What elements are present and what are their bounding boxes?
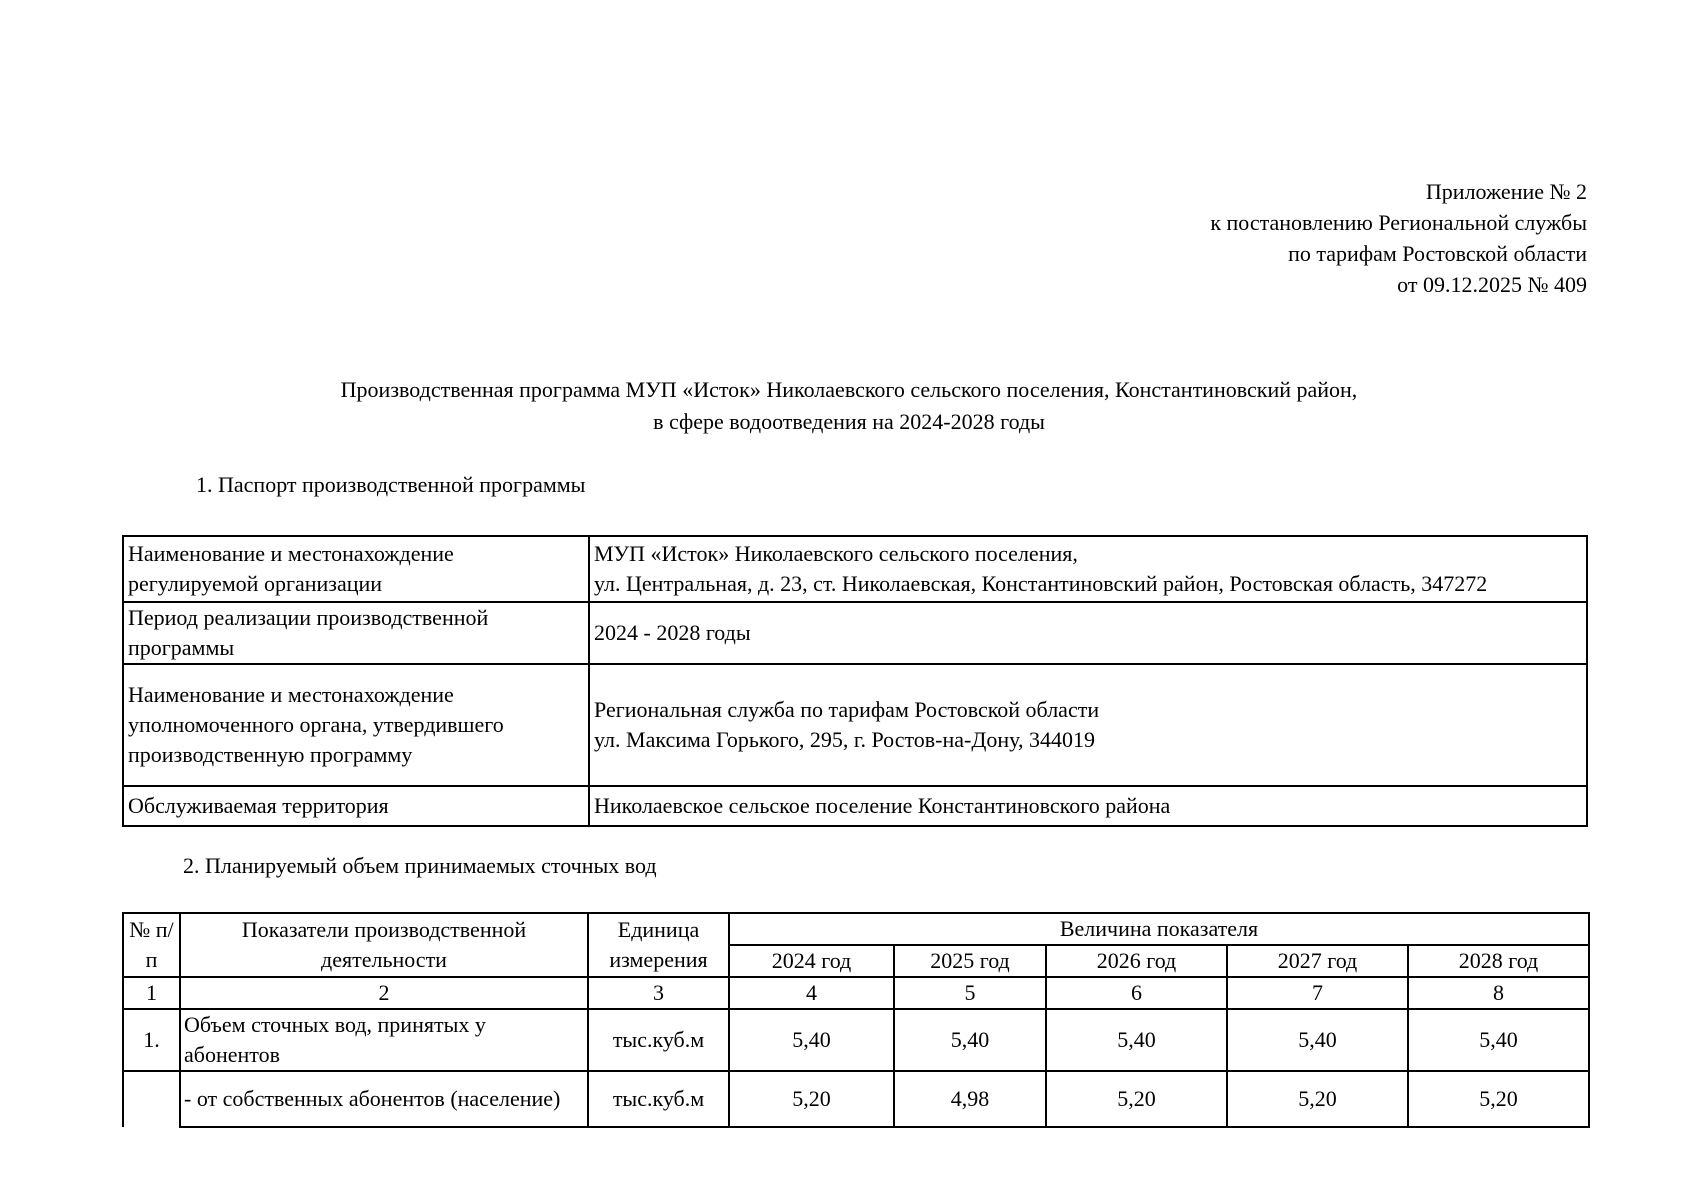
row-value: 5,20 [1408, 1071, 1589, 1127]
header-indicator: Показатели производственной деятельности [180, 913, 588, 977]
header-year: 2025 год [894, 945, 1046, 977]
appendix-block [1210, 176, 1587, 300]
passport-value-line: ул. Центральная, д. 23, ст. Николаевская, Константиновский район, Ростовская область, 347272 [594, 571, 1488, 596]
volume-table [122, 912, 1590, 1128]
header-value-group: Величина показателя [729, 913, 1589, 945]
passport-value [589, 664, 1587, 786]
passport-row [123, 536, 1587, 602]
row-value: 4,98 [894, 1071, 1046, 1127]
row-value: 5,20 [1227, 1071, 1408, 1127]
passport-value-line: Региональная служба по тарифам Ростовской области [594, 697, 1100, 722]
col-number: 3 [588, 977, 729, 1009]
passport-value-line: Николаевское сельское поселение Константиновского района [594, 793, 1171, 818]
passport-label: Обслуживаемая территория [123, 786, 589, 826]
passport-value-line: МУП «Исток» Николаевского сельского поселения, [594, 541, 1078, 566]
appendix-line: по тарифам Ростовской области [1288, 241, 1587, 266]
row-value: 5,40 [1408, 1009, 1589, 1071]
header-year: 2028 год [1408, 945, 1589, 977]
row-unit: тыс.куб.м [588, 1071, 729, 1127]
header-year: 2024 год [729, 945, 894, 977]
row-indicator: - от собственных абонентов (население) [180, 1071, 588, 1127]
passport-row [123, 664, 1587, 786]
passport-label: Наименование и местонахождение регулируемой организации [123, 536, 589, 602]
col-number: 6 [1046, 977, 1227, 1009]
row-num [123, 1071, 180, 1127]
header-year: 2027 год [1227, 945, 1408, 977]
row-value: 5,40 [729, 1009, 894, 1071]
section-heading-passport: 1. Паспорт производственной программы [196, 472, 586, 497]
passport-value-line: ул. Максима Горького, 295, г. Ростов-на-Дону, 344019 [594, 727, 1095, 752]
appendix-line: от 09.12.2025 № 409 [1397, 272, 1587, 297]
table-row [123, 1071, 1589, 1127]
header-unit: Единица измерения [588, 913, 729, 977]
passport-table [122, 535, 1588, 827]
passport-value [589, 786, 1587, 826]
row-value: 5,20 [1046, 1071, 1227, 1127]
title-line: в сфере водоотведения на 2024-2028 годы [653, 409, 1045, 434]
row-value: 5,40 [1227, 1009, 1408, 1071]
row-indicator: Объем сточных вод, принятых у абонентов [180, 1009, 588, 1071]
col-number: 7 [1227, 977, 1408, 1009]
col-number: 1 [123, 977, 180, 1009]
col-number: 2 [180, 977, 588, 1009]
title-line: Производственная программа МУП «Исток» Николаевского сельского поселения, Константиновский район, [340, 377, 1358, 402]
passport-row [123, 786, 1587, 826]
passport-value-line: 2024 - 2028 годы [594, 620, 751, 645]
passport-value [589, 536, 1587, 602]
col-number: 5 [894, 977, 1046, 1009]
col-number: 8 [1408, 977, 1589, 1009]
passport-row [123, 602, 1587, 664]
header-year: 2026 год [1046, 945, 1227, 977]
row-value: 5,20 [729, 1071, 894, 1127]
section-heading-volume: 2. Планируемый объем принимаемых сточных вод [183, 853, 657, 878]
passport-label: Наименование и местонахождение уполномоченного органа, утвердившего производственную программу [123, 664, 589, 786]
header-num: № п/п [123, 913, 180, 977]
row-value: 5,40 [1046, 1009, 1227, 1071]
volume-header-row [123, 913, 1589, 945]
row-unit: тыс.куб.м [588, 1009, 729, 1071]
table-row [123, 1009, 1589, 1071]
appendix-line: к постановлению Региональной службы [1210, 210, 1587, 235]
row-num: 1. [123, 1009, 180, 1071]
passport-value [589, 602, 1587, 664]
appendix-line: Приложение № 2 [1425, 179, 1587, 204]
col-number: 4 [729, 977, 894, 1009]
row-value: 5,40 [894, 1009, 1046, 1071]
passport-label: Период реализации производственной программы [123, 602, 589, 664]
volume-colnum-row [123, 977, 1589, 1009]
document-title [0, 374, 1698, 438]
